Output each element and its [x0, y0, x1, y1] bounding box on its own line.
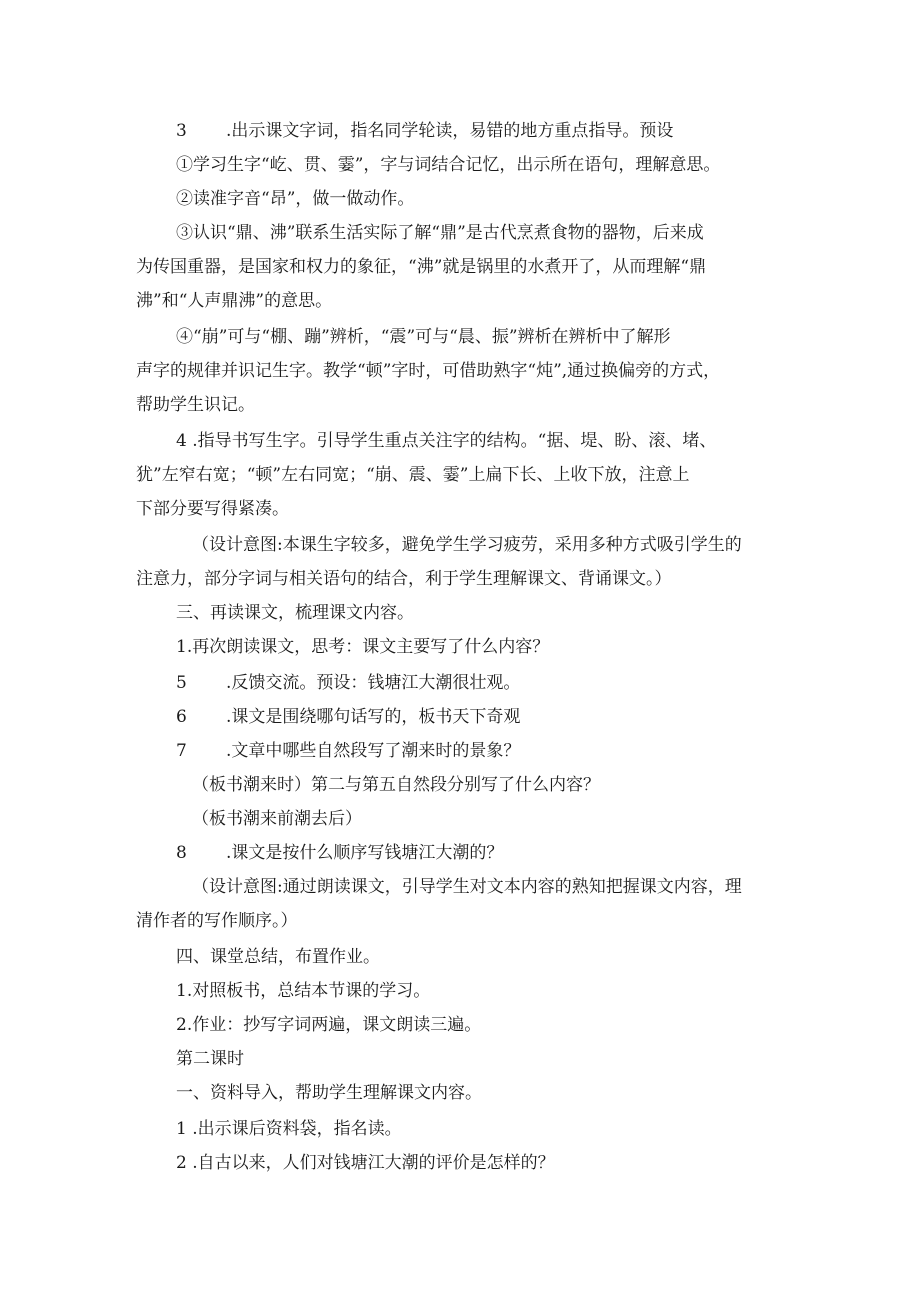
- text-line: 注意力，部分字词与相关语句的结合，利于学生理解课文、背诵课文。）: [136, 569, 672, 589]
- section-heading: 四、课堂总结，布置作业。: [176, 947, 380, 967]
- text-line: 7 .文章中哪些自然段写了潮来时的景象？: [176, 741, 521, 761]
- text-line: 1.再次朗读课文，思考：课文主要写了什么内容？: [176, 637, 550, 657]
- text-line: 为传国重器，是国家和权力的象征，“沸”就是锅里的水煮开了，从而理解“鼎: [136, 257, 707, 277]
- text-line: 2.作业：抄写字词两遍，课文朗读三遍。: [176, 1015, 482, 1035]
- text-line: 下部分要写得紧凑。: [136, 499, 289, 519]
- text-line: 1 .出示课后资料袋，指名读。: [176, 1119, 402, 1139]
- text-line: 3 .出示课文字词，指名同学轮读，易错的地方重点指导。预设: [176, 121, 674, 141]
- text-line: 6 .课文是围绕哪句话写的，板书天下奇观: [176, 707, 521, 727]
- text-line: （设计意图:本课生字较多，避免学生学习疲劳，采用多种方式吸引学生的: [192, 535, 742, 555]
- text-line: 4 .指导书写生字。引导学生重点关注字的结构。“据、堤、盼、滚、堵、: [176, 431, 717, 451]
- text-line: 清作者的写作顺序。）: [136, 911, 298, 931]
- text-line: 5 .反馈交流。预设：钱塘江大潮很壮观。: [176, 673, 521, 693]
- text-line: 2 .自古以来，人们对钱塘江大潮的评价是怎样的？: [176, 1153, 555, 1173]
- text-line: ①学习生字“屹、贯、霎”，字与词结合记忆，出示所在语句，理解意思。: [176, 155, 721, 175]
- text-line: （板书潮来时）第二与第五自然段分别写了什么内容？: [192, 775, 600, 795]
- list-number: 6: [176, 707, 187, 727]
- text-line: 声字的规律并识记生字。教学“顿”字时，可借助熟字“炖”,通过换偏旁的方式，: [136, 361, 721, 381]
- text-line: 1.对照板书，总结本节课的学习。: [176, 981, 431, 1001]
- list-number: 7: [176, 741, 187, 761]
- list-number: 5: [176, 673, 187, 693]
- section-heading: 三、再读课文，梳理课文内容。: [176, 603, 414, 623]
- section-heading: 一、资料导入，帮助学生理解课文内容。: [176, 1083, 482, 1103]
- text-line: （板书潮来前潮去后）: [192, 809, 362, 829]
- text-line: 犹”左窄右宽；“顿”左右同宽；“崩、震、霎”上扁下长、上收下放，注意上: [136, 465, 690, 485]
- section-heading: 第二课时: [176, 1049, 244, 1069]
- text-line: 8 .课文是按什么顺序写钱塘江大潮的？: [176, 843, 504, 863]
- text-line: ②读准字音“昂”，做一做动作。: [176, 189, 415, 209]
- list-number: 3: [176, 121, 187, 141]
- text-line: 帮助学生识记。: [136, 395, 255, 415]
- text-line: ③认识“鼎、沸”联系生活实际了解“鼎”是古代烹煮食物的器物，后来成: [176, 223, 704, 243]
- list-number: 8: [176, 843, 187, 863]
- text-line: 沸”和“人声鼎沸”的意思。: [136, 291, 333, 311]
- text-line: （设计意图:通过朗读课文，引导学生对文本内容的熟知把握课文内容，理: [192, 877, 742, 897]
- text-line: ④“崩”可与“棚、蹦”辨析，“震”可与“晨、振”辨析在辨析中了解形: [176, 327, 671, 347]
